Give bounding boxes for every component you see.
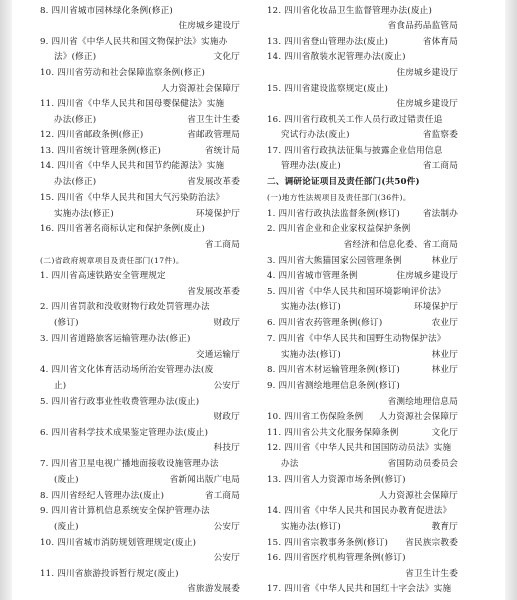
item-text: 10. 四川省工伤保险条例 <box>267 412 364 422</box>
text-line: 2. 四川省罚款和没收财物行政处罚管理办法 <box>40 302 210 312</box>
responsible-department: 财政厅 <box>213 318 240 328</box>
item-text: (废止) <box>54 475 79 485</box>
text-line: 4. 四川省文化体育活动场所治安管理办法(废 <box>40 365 214 375</box>
text-line: 14. 四川省《中华人民共和国节约能源法》实施 <box>40 161 225 171</box>
text-line: 16. 四川省著名商标认定和保护条例(废止) <box>40 224 206 234</box>
section-heading: (二)省政府规章项目及责任部门(17件)。 <box>40 256 184 265</box>
text-line: 15. 四川省建设监察规定(废止) <box>267 84 389 94</box>
item-text: 4. 四川省城市管理条例 <box>267 271 358 281</box>
text-line: 15. 四川省《中华人民共和国大气污染防治法》 <box>40 193 225 203</box>
responsible-department: 省发展改革委 <box>187 287 240 297</box>
text-line <box>267 315 458 331</box>
text-line <box>40 127 240 143</box>
item-text: (废止) <box>54 522 79 532</box>
responsible-department: 交通运输厅 <box>196 350 240 360</box>
item-text: 办法(修正) <box>54 115 97 125</box>
responsible-department: 省经济和信息化委、省工商局 <box>343 240 458 250</box>
text-line: 17. 四川省《中华人民共和国红十字会法》实施 <box>267 584 452 594</box>
text-line <box>267 34 458 50</box>
item-text: 8. 四川省经纪人管理办法(废止) <box>40 491 165 501</box>
text-line <box>267 268 458 284</box>
responsible-department: 教育厅 <box>431 522 458 532</box>
text-line <box>40 488 240 504</box>
responsible-department: 省统计局 <box>204 146 240 156</box>
responsible-department: 公安厅 <box>213 553 240 563</box>
text-line <box>267 158 458 174</box>
responsible-department: 住房城乡建设厅 <box>396 99 458 109</box>
text-line <box>40 519 240 535</box>
text-line <box>40 315 240 331</box>
responsible-department: 省工商局 <box>204 240 240 250</box>
responsible-department: 省卫生计生委 <box>187 115 240 125</box>
text-line: 16. 四川省行政机关工作人员行政过错责任追 <box>267 115 443 125</box>
text-line <box>267 347 458 363</box>
text-line: 7. 四川省《中华人民共和国野生动物保护法》 <box>267 334 446 344</box>
text-line: 8. 四川省城市园林绿化条例(修正) <box>40 6 173 16</box>
text-line <box>40 49 240 65</box>
item-text: 实施办法(修订) <box>281 350 341 360</box>
responsible-department: 省工商局 <box>422 161 458 171</box>
responsible-department: 省体育局 <box>422 37 458 47</box>
responsible-department: 文化厅 <box>213 52 240 62</box>
responsible-department: 省民族宗教委 <box>405 538 458 548</box>
text-line <box>40 378 240 394</box>
responsible-department: 环境保护厅 <box>196 209 240 219</box>
text-line: 7. 四川省卫星电视广播地面接收设施管理办法 <box>40 459 219 469</box>
responsible-department: 农业厅 <box>431 318 458 328</box>
item-text: 办法 <box>281 459 299 469</box>
responsible-department: 省工商局 <box>204 491 240 501</box>
text-line <box>267 519 458 535</box>
text-line <box>267 456 458 472</box>
responsible-department: 省国防动员委员会 <box>387 459 458 469</box>
responsible-department: 科技厅 <box>213 443 240 453</box>
responsible-department: 公安厅 <box>213 522 240 532</box>
item-text: 15. 四川省宗教事务条例(修订) <box>267 538 389 548</box>
text-line <box>267 535 458 551</box>
item-text: 究试行办法(废止) <box>281 130 350 140</box>
item-text: 3. 四川省大熊猫国家公园管理条例 <box>267 256 402 266</box>
item-text: 法》(修正) <box>54 52 97 62</box>
text-line <box>40 174 240 190</box>
responsible-department: 省法制办 <box>422 209 458 219</box>
item-text: 实施办法(修订) <box>281 522 341 532</box>
text-line <box>40 206 240 222</box>
responsible-department: 省食品药品监管局 <box>387 21 458 31</box>
text-line: 11. 四川省旅游投诉暂行规定(废止) <box>40 569 179 579</box>
item-text: 12. 四川省邮政条例(修正) <box>40 130 144 140</box>
text-line <box>267 299 458 315</box>
text-line: 14. 四川省《中华人民共和国民办教育促进法》 <box>267 506 452 516</box>
item-text: 止) <box>54 381 67 391</box>
text-line: 10. 四川省城市消防规划管理规定(废止) <box>40 538 197 548</box>
text-line: 13. 四川省人力资源市场条例(修订) <box>267 475 406 485</box>
text-line: 3. 四川省道路旅客运输管理办法(修正) <box>40 334 191 344</box>
item-text: 6. 四川省农药管理条例(修订) <box>267 318 383 328</box>
responsible-department: 省测绘地理信息局 <box>387 397 458 407</box>
text-line: 12. 四川省《中华人民共和国国防动员法》实施 <box>267 443 452 453</box>
responsible-department: 林业厅 <box>431 256 458 266</box>
text-line: 12. 四川省化妆品卫生监督管理办法(废止) <box>267 6 433 16</box>
text-line: 9. 四川省测绘地理信息条例(修订) <box>267 381 400 391</box>
responsible-department: 林业厅 <box>431 365 458 375</box>
item-text: 13. 四川省登山管理办法(废止) <box>267 37 389 47</box>
item-text: 实施办法(修正) <box>54 209 114 219</box>
responsible-department: 文化厅 <box>431 428 458 438</box>
responsible-department: 省卫生计生委 <box>405 569 458 579</box>
responsible-department: 住房城乡建设厅 <box>178 21 240 31</box>
text-line <box>267 253 458 269</box>
text-line: 11. 四川省《中华人民共和国母婴保健法》实施 <box>40 99 225 109</box>
text-line: 2. 四川省企业和企业家权益保护条例 <box>267 224 411 234</box>
section-heading: (一)地方性法规项目及责任部门(36件)。 <box>267 193 411 202</box>
responsible-department: 住房城乡建设厅 <box>396 68 458 78</box>
text-line <box>267 362 458 378</box>
text-line <box>40 472 240 488</box>
text-line <box>40 112 240 128</box>
text-line: 10. 四川省劳动和社会保障监察条例(修正) <box>40 68 206 78</box>
text-line: 1. 四川省高速铁路安全管理规定 <box>40 271 166 281</box>
item-text: (修订) <box>54 318 79 328</box>
text-line <box>267 425 458 441</box>
text-line: 14. 四川省散装水泥管理办法(废止) <box>267 52 406 62</box>
page-gutter-right <box>505 0 517 600</box>
responsible-department: 省发展改革委 <box>187 177 240 187</box>
item-text: 1. 四川省行政执法监督条例(修订) <box>267 209 400 219</box>
text-line: 5. 四川省行政事业性收费管理办法(废止) <box>40 397 200 407</box>
text-line <box>267 206 458 222</box>
text-line <box>267 127 458 143</box>
item-text: 管理办法(废止) <box>281 161 341 171</box>
item-text: 实施办法(修订) <box>281 302 341 312</box>
responsible-department: 省新闻出版广电局 <box>169 475 240 485</box>
item-text: 11. 四川省公共文化服务保障条例 <box>267 428 399 438</box>
text-line: 9. 四川省计算机信息系统安全保护管理办法 <box>40 506 210 516</box>
text-line <box>267 409 458 425</box>
responsible-department: 公安厅 <box>213 381 240 391</box>
responsible-department: 林业厅 <box>431 350 458 360</box>
section-heading: 二、调研论证项目及责任部门(共50件) <box>267 177 420 187</box>
item-text: 办法(修正) <box>54 177 97 187</box>
text-line: 6. 四川省科学技术成果鉴定管理办法(废止) <box>40 428 209 438</box>
item-text: 13. 四川省统计管理条例(修正) <box>40 146 162 156</box>
text-line <box>40 143 240 159</box>
responsible-department: 省邮政管理局 <box>187 130 240 140</box>
responsible-department: 人力资源社会保障厅 <box>378 412 458 422</box>
responsible-department: 住房城乡建设厅 <box>396 271 458 281</box>
responsible-department: 省监察委 <box>422 130 458 140</box>
responsible-department: 人力资源社会保障厅 <box>378 491 458 501</box>
responsible-department: 省旅游发展委 <box>187 584 240 594</box>
responsible-department: 财政厅 <box>213 412 240 422</box>
text-line: 17. 四川省行政执法征集与披露企业信用信息 <box>267 146 443 156</box>
text-line: 9. 四川省《中华人民共和国文物保护法》实施办 <box>40 37 228 47</box>
text-line: 5. 四川省《中华人民共和国环境影响评价法》 <box>267 287 446 297</box>
responsible-department: 环境保护厅 <box>414 302 458 312</box>
item-text: 8. 四川省木材运输管理条例(修订) <box>267 365 400 375</box>
responsible-department: 人力资源社会保障厅 <box>160 84 240 94</box>
text-line: 16. 四川省医疗机构管理条例(修订) <box>267 553 406 563</box>
page-gutter-left <box>0 0 12 600</box>
